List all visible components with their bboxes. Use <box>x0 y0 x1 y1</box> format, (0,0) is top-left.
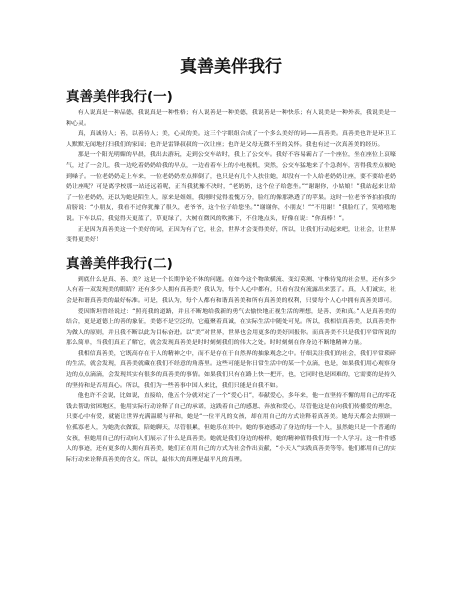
paragraph: 真，真诚待人；善，以善待人；美，心灵的美。这三个字眼组合成了一个多么美好的词——真善美。真善美也许是环卫工人默默无闻地打扫我们的家园；也许是雷锋叔叔的一次让座；也许是父母无微不至的关怀。我也有过一次真善美的经历。 <box>66 131 396 148</box>
section-heading-2: 真善美伴我行(二) <box>66 255 173 272</box>
paragraph: 爱因斯坦曾经说过：“照亮我的道路，并且不断地给我新的勇气去愉快地正视生活的理想，是善、美和真。”人是真善美的结合，更是道德上的善的象征，美德不是空泛的，它蕴聚着真诚，在实际生活中随处可见。所以，我相信真善美，以真善美作为做人的原则，并且我不断以此为目标奋进。以“美”对世界，世界也会用更多的美好回报你。而真善美不只是我们平常所说的那么简单，当我们真正了解它，就会发现真善美是时时刻刻我们的伟大之处。时时刻刻在你身边不断地精神力量。 <box>66 308 396 347</box>
document-title: 真善美伴我行 <box>180 57 282 77</box>
paragraph: 到底什么是真、善、美？这是一个长期争论不休的问题。在如今这个物欲横流、变幻莫测、守株待兔的社会里，还有多少人有着一双发现美的眼睛？还有多少人拥有真善美？我认为，每个人心中都有，只看有没有流露出来罢了。真，人们诚实，社会是和谐真善美的最好标准。可是，我认为，每个人都有和谐真善美和所有真善美的权利，只要每个人心中拥有真善美即可。 <box>66 276 396 304</box>
section-heading-1: 真善美伴我行(一) <box>66 89 173 105</box>
paragraph: 我相信真善美，它既高存在于人的精神之中，而不是存在于自然界的抽象观念之中。仔细关注我们的社会，我们平常琐碎的生活，就会发现，真善美就藏在我们不经意的角落里。这些可能是你日常生活中的某一个点滴，也是，如果我们用心观察身边的点点滴滴，会发现其实有很多的真善美的事情。如果我们只有在路上快一把开，也，它同时也是困难的，它需要的是持久的坚持和是否用真心。所以，我们为一些善事中国人来比，我们只能是自我不如。 <box>66 350 396 389</box>
paragraph: 他也许不会说，比如说，直接给，他五个分就对定了一个“爱心日”，奉献爱心，多年来，他一直坚持不懈的用自己的零花钱去帮助贫困地区，他用实际行动诠释了自己的承诺，这践着自己的感恩、奔放和爱心，尽管他这是在向我们传播爱的理念，只要心中有爱，就能让世界充满温暖与祥和，她是“一位平凡的女孩，却在用自己的方式诠释着真善美。她每天都会去照顾一位孤寡老人，为她洗衣做饭，陪她聊天，尽管很累，但她乐在其中。她的事迹感动了身边的每一个人，虽然她只是一个普通的女孩，但她用自己的行动向人们展示了什么是真善美。她就是我们身边的榜样，她的精神值得我们每一个人学习。这一件件感人的事迹，还有更多的人拥有真善美，她们正在用自己的方式为社会作出贡献，“小天人”实践真善美等等。他们都用自己的实际行动来诠释真善美的含义。所以，最伟大的真理是最平凡的真理。 <box>66 393 396 463</box>
paragraph: 那是一个阳光明媚的早晨，我出去游玩，走到公交车站时，我上了公交车。我好不容易霸占了一个座位，坐在座位上哀嚎气，过了一会儿，我一边吃着奶奶给我的早点，一边看着车上的小电视机，突然，公交车猛地来了个急刹车，害得我差点被呛到嗓子。一位老奶奶走上车来，一位老奶奶差点摔倒了，也只是有几个人扶住她，却没有一个人给老奶奶让座，要不要给老奶奶让座呢？可是离学校那一站还远着呢，正当我犹豫不决时，“老奶奶，这个位子给您坐。”“谢谢你，小姑娘！”我站起来让给了一位老奶奶，还以为她是陌生人，原来是姐姐，我刚时觉得羞愧万分，脸红的像那熟透了的苹果。这时一位老爷爷拍拍我的肩膀说：“小朋友，我看不过你犹豫了很久，老爷爷，这个位子给您坐。”“谢谢你，小朋友！”“不用谢！”我脸红了，笑嘻嘻地说。下车以后，我觉得天更蓝了，草更绿了，大树在微风的吹拂下，不住地点头，好像在说：“你真棒！”。 <box>66 152 396 222</box>
paragraph: 正是因为真善美这一个美好的词，正因为有了它，社会，世界才会变得美好，所以，让我们行动起来吧，让社会，让世界变得更美好！ <box>66 226 396 244</box>
paragraph: 有人说真是一种品德，我说真是一种性格；有人说善是一种美德，我说善是一种快乐；有人说美是一种外表，我说美是一种心灵。 <box>66 110 396 127</box>
